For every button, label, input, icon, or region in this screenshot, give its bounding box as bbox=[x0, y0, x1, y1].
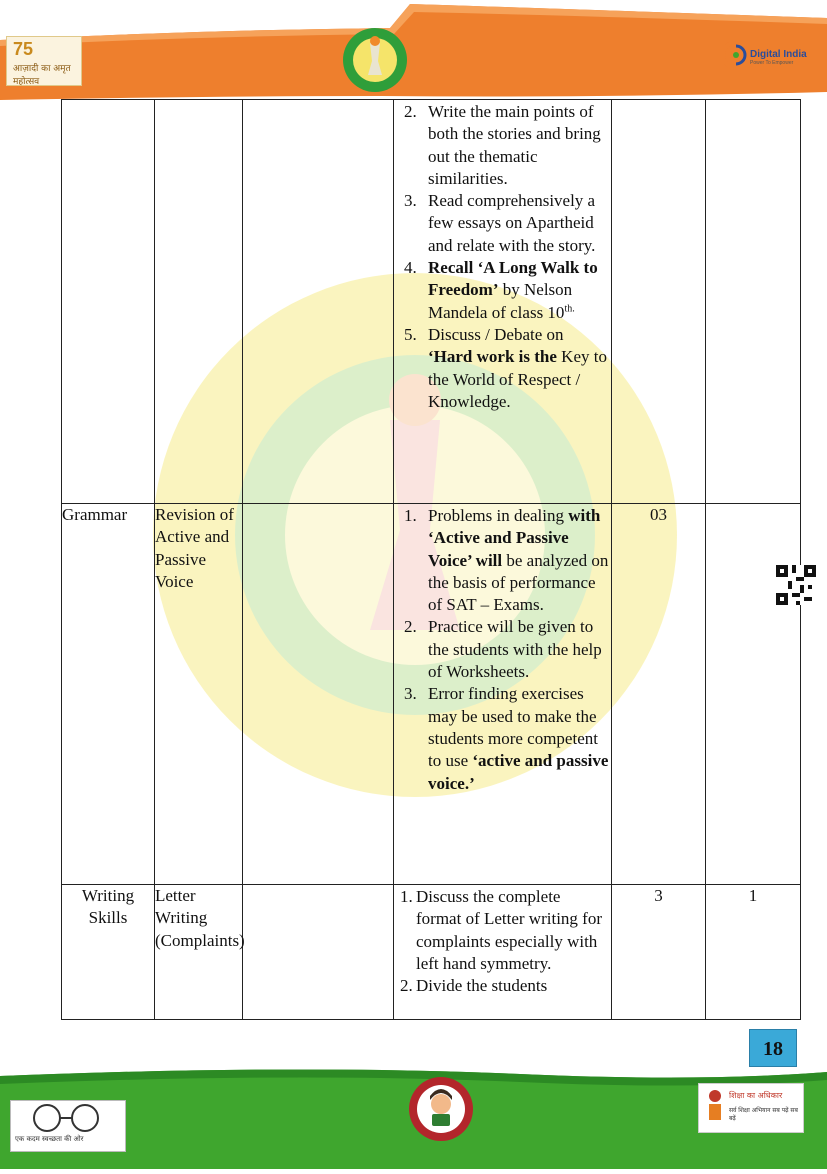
subject-cell: Grammar bbox=[62, 504, 155, 885]
activities-cell bbox=[394, 504, 612, 885]
list-item: 3. Error finding exercises may be used to make the students more competent to use ‘active and passive voice.’ bbox=[404, 684, 609, 793]
list-item: 1. Problems in dealing with ‘Active and Passive Voice’ will be analyzed on the basis of performance of SAT – Exams. bbox=[404, 506, 609, 615]
table-row bbox=[62, 504, 801, 885]
table-cell-blank bbox=[706, 100, 801, 504]
beti-bachao-logo bbox=[408, 1076, 474, 1142]
table-cell-blank bbox=[243, 885, 394, 1020]
board-emblem-icon bbox=[342, 27, 408, 93]
table-cell-blank bbox=[612, 100, 706, 504]
list-item: 2. Practice will be given to the students with the help of Worksheets. bbox=[404, 617, 602, 682]
shiksha-ka-adhikar-logo: शिक्षा का अधिकार सर्व शिक्षा अभियान सब पढ़ें सब बढ़ें bbox=[698, 1083, 804, 1133]
page-number: 18 bbox=[749, 1029, 797, 1067]
activities-cell bbox=[394, 885, 612, 1020]
topic-cell: Revision of Active and Passive Voice bbox=[155, 504, 243, 885]
list-item: 3. Read comprehensively a few essays on Apartheid and relate with the story. bbox=[404, 191, 596, 255]
list-item: 2. Divide the students bbox=[400, 976, 548, 996]
extra-cell: 1 bbox=[706, 885, 801, 1020]
periods-cell: 3 bbox=[612, 885, 706, 1020]
table-cell-blank bbox=[243, 100, 394, 504]
list-item: 4. Recall ‘A Long Walk to Freedom’ by Nelson Mandela of class $10^{th.}$ bbox=[404, 258, 598, 322]
periods-cell: 03 bbox=[612, 504, 706, 885]
header-band bbox=[0, 0, 827, 100]
table-row bbox=[62, 885, 801, 1020]
list-item: 5. Discuss / Debate on ‘Hard work is the Key to the World of Respect / Knowledge. bbox=[404, 324, 607, 411]
table-cell-blank bbox=[155, 100, 243, 504]
swachh-bharat-logo: एक कदम स्वच्छता की ओर bbox=[10, 1100, 126, 1152]
activities-cell bbox=[394, 100, 612, 504]
list-item: 1. Discuss the complete format of Letter writing for complaints especially with left hand symmetry. bbox=[400, 887, 602, 973]
lesson-plan-table bbox=[61, 99, 801, 1020]
digital-india-logo: Digital India Power To Empower bbox=[724, 40, 814, 70]
activity-list bbox=[394, 101, 611, 413]
list-item: 2. Write the main points of both the stories and bring out the thematic similarities. bbox=[404, 102, 601, 188]
activity-list bbox=[394, 505, 611, 795]
azadi-amrit-mahotsav-logo: 75 आज़ादी का अमृत महोत्सव bbox=[6, 36, 82, 86]
table-row bbox=[62, 100, 801, 504]
qr-code-icon[interactable] bbox=[776, 565, 816, 605]
subject-cell: Writing Skills bbox=[62, 885, 155, 1020]
activity-list bbox=[394, 886, 611, 997]
table-cell-blank bbox=[243, 504, 394, 885]
table-cell-blank bbox=[62, 100, 155, 504]
topic-cell: Letter Writing (Complaints) bbox=[155, 885, 243, 1020]
extra-cell bbox=[706, 504, 801, 885]
